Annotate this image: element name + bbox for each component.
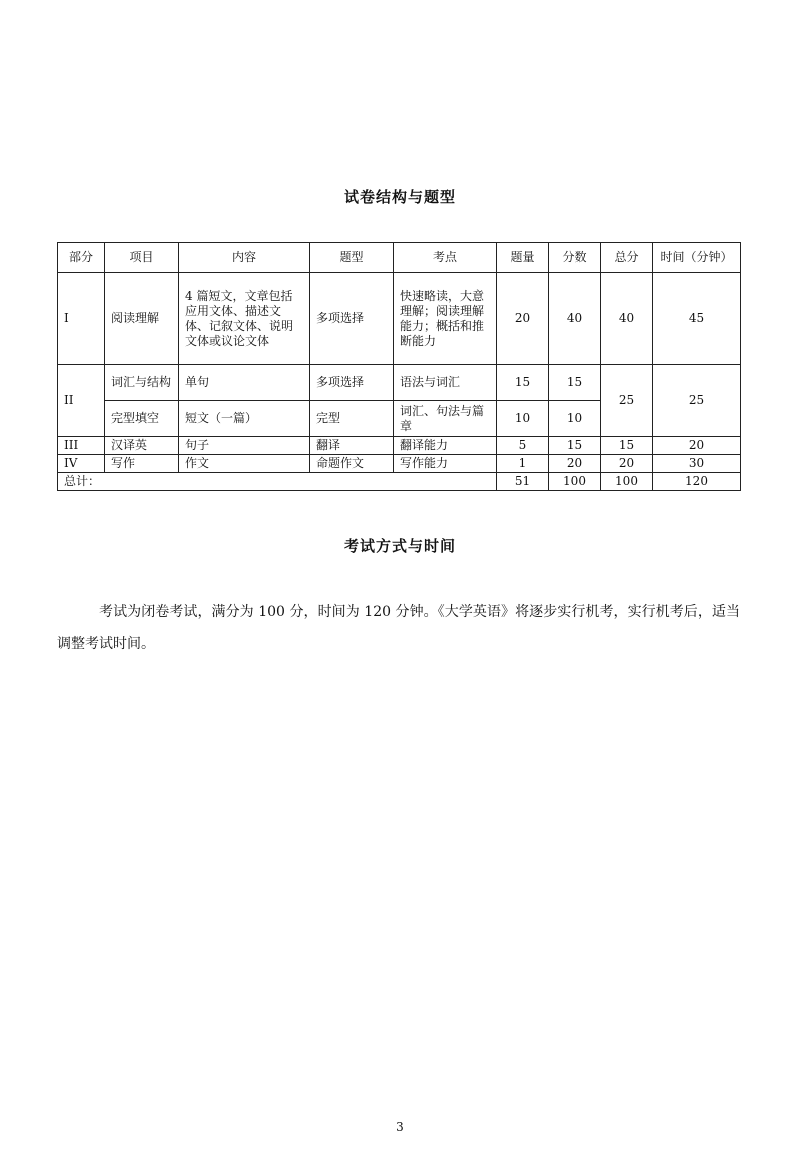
- header-content: 内容: [179, 243, 310, 273]
- cell-score: 100: [549, 473, 601, 491]
- exam-structure-table: [57, 242, 741, 491]
- table-header-row: [58, 243, 741, 273]
- cell-item: 完型填空: [105, 401, 179, 437]
- cell-count: 1: [497, 455, 549, 473]
- cell-item: 汉译英: [105, 437, 179, 455]
- header-type: 题型: [310, 243, 394, 273]
- table-row: [58, 437, 741, 455]
- header-total: 总分: [601, 243, 653, 273]
- cell-part: I: [58, 273, 105, 365]
- cell-score: 15: [549, 437, 601, 455]
- table-row: [58, 273, 741, 365]
- cell-item: 词汇与结构: [105, 365, 179, 401]
- cell-points: 翻译能力: [394, 437, 497, 455]
- cell-type: 翻译: [310, 437, 394, 455]
- method-paragraph: [57, 596, 740, 660]
- cell-time: 20: [653, 437, 741, 455]
- header-item: 项目: [105, 243, 179, 273]
- cell-count: 15: [497, 365, 549, 401]
- cell-total: 100: [601, 473, 653, 491]
- cell-points: 语法与词汇: [394, 365, 497, 401]
- structure-title: 试卷结构与题型: [343, 188, 456, 206]
- cell-item: 写作: [105, 455, 179, 473]
- cell-count: 20: [497, 273, 549, 365]
- table-row: [58, 455, 741, 473]
- cell-points: 写作能力: [394, 455, 497, 473]
- cell-content: 句子: [179, 437, 310, 455]
- cell-content: 单句: [179, 365, 310, 401]
- cell-content: 4 篇短文，文章包括应用文体、描述文体、记叙文体、说明文体或议论文体: [179, 273, 310, 365]
- header-score: 分数: [549, 243, 601, 273]
- cell-count: 5: [497, 437, 549, 455]
- method-title: 考试方式与时间: [343, 537, 456, 555]
- cell-count: 51: [497, 473, 549, 491]
- cell-type: 多项选择: [310, 365, 394, 401]
- header-part: 部分: [58, 243, 105, 273]
- cell-points: 快速略读，大意理解；阅读理解能力；概括和推断能力: [394, 273, 497, 365]
- header-count: 题量: [497, 243, 549, 273]
- cell-score: 40: [549, 273, 601, 365]
- cell-item: 阅读理解: [105, 273, 179, 365]
- cell-type: 多项选择: [310, 273, 394, 365]
- cell-time: 120: [653, 473, 741, 491]
- table-row: [58, 365, 741, 401]
- cell-time: 45: [653, 273, 741, 365]
- cell-score: 15: [549, 365, 601, 401]
- cell-total: 40: [601, 273, 653, 365]
- header-time: 时间（分钟）: [653, 243, 741, 273]
- header-points: 考点: [394, 243, 497, 273]
- cell-time: 30: [653, 455, 741, 473]
- cell-type: 完型: [310, 401, 394, 437]
- cell-total: 25: [601, 365, 653, 437]
- cell-total: 15: [601, 437, 653, 455]
- cell-part: IV: [58, 455, 105, 473]
- cell-content: 作文: [179, 455, 310, 473]
- cell-total: 20: [601, 455, 653, 473]
- page-number: 3: [396, 1120, 404, 1134]
- paragraph-text: 考试为闭卷考试，满分为 100 分，时间为 120 分钟。《大学英语》将逐步实行机考，实行机考后，适当调整考试时间。: [57, 604, 740, 652]
- cell-part: III: [58, 437, 105, 455]
- cell-part: II: [58, 365, 105, 437]
- cell-type: 命题作文: [310, 455, 394, 473]
- cell-points: 词汇、句法与篇章: [394, 401, 497, 437]
- cell-content: 短文（一篇）: [179, 401, 310, 437]
- cell-count: 10: [497, 401, 549, 437]
- cell-total-label: 总计：: [58, 473, 497, 491]
- cell-score: 20: [549, 455, 601, 473]
- cell-score: 10: [549, 401, 601, 437]
- table-total-row: [58, 473, 741, 491]
- cell-time: 25: [653, 365, 741, 437]
